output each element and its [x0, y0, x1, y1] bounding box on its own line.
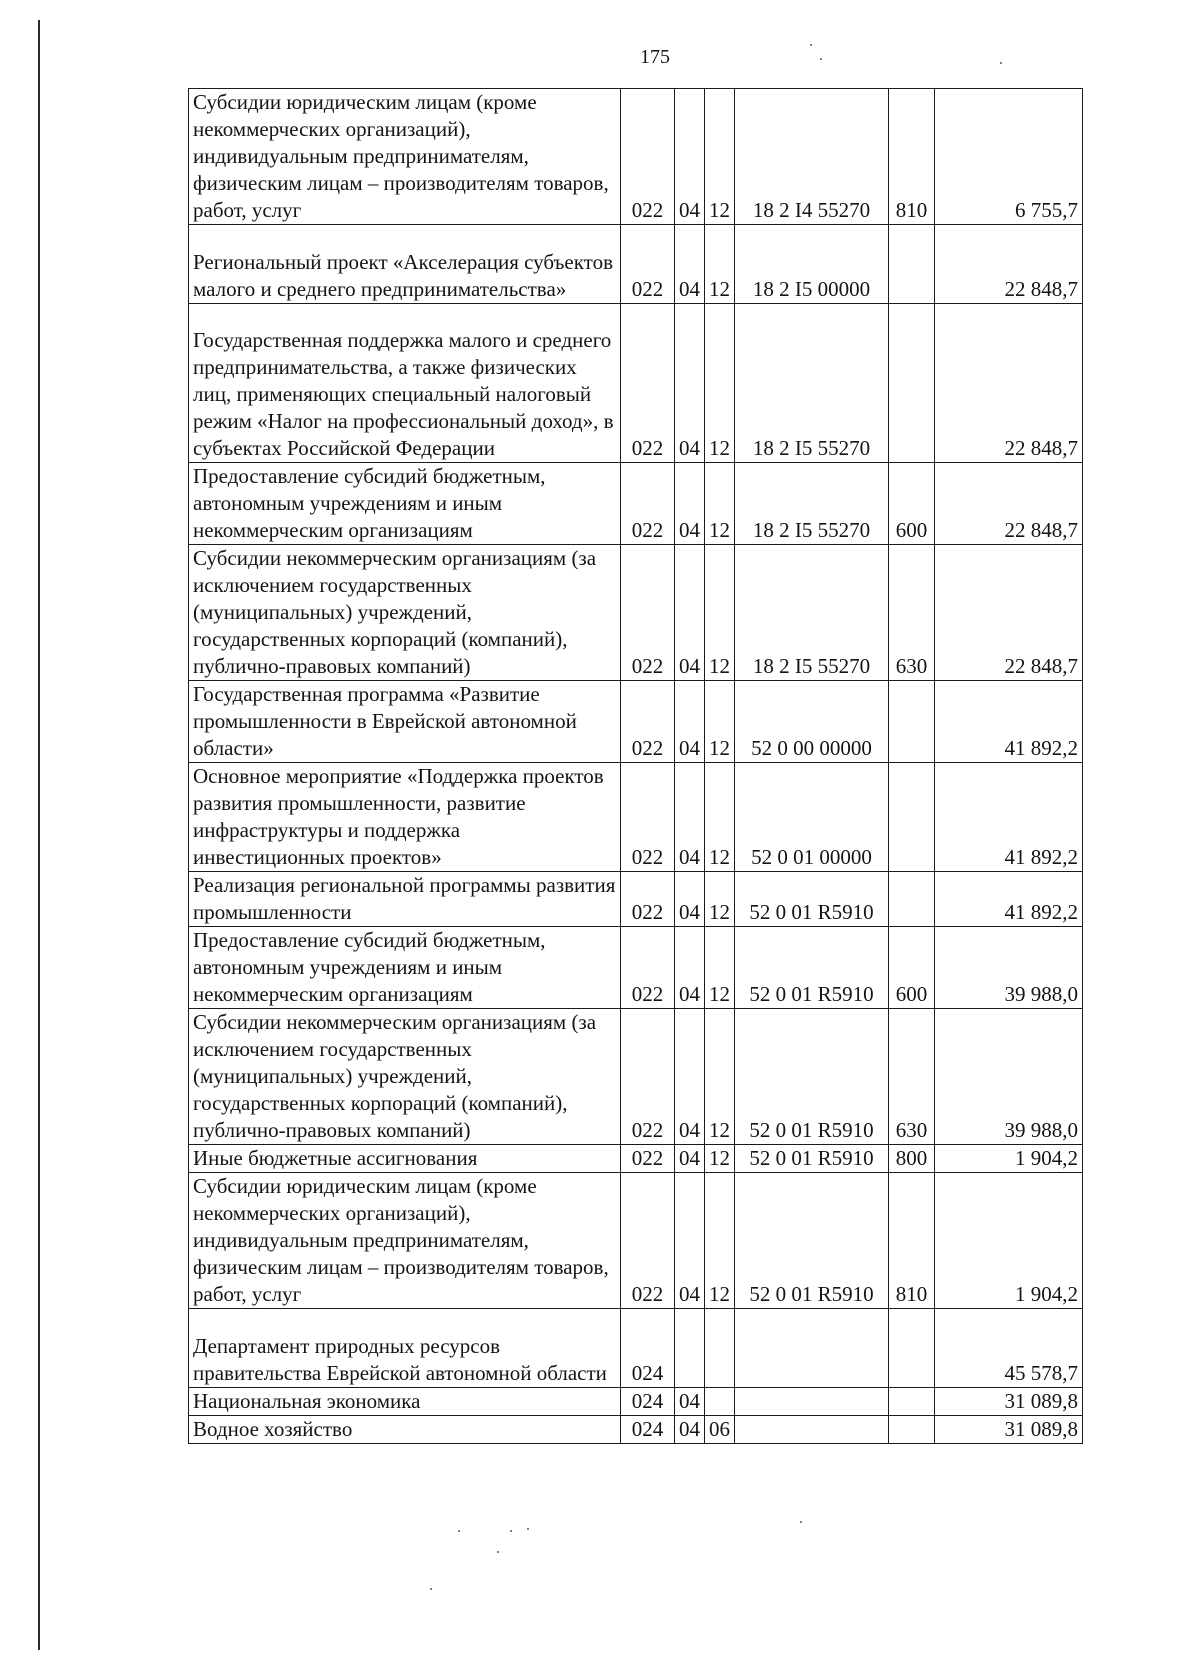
row-target-article: 52 0 01 R5910: [735, 1173, 889, 1309]
row-section-code: 04: [675, 927, 705, 1009]
row-name: Региональный проект «Акселерация субъектов малого и среднего предпринимательства»: [189, 225, 621, 304]
row-amount: 1 904,2: [935, 1173, 1083, 1309]
row-name: Субсидии некоммерческим организациям (за исключением государственных (муниципальных) учреждений, государственных корпораций (компаний), публично-правовых компаний): [189, 545, 621, 681]
row-ministry-code: 022: [621, 872, 675, 927]
row-amount: 22 848,7: [935, 225, 1083, 304]
row-subsection-code: 12: [705, 304, 735, 463]
row-target-article: 18 2 I5 55270: [735, 463, 889, 545]
row-expense-type: [889, 1416, 935, 1444]
scan-speck: [1000, 62, 1002, 64]
table-row: [189, 1388, 1083, 1416]
row-amount: 6 755,7: [935, 89, 1083, 225]
row-section-code: 04: [675, 1145, 705, 1173]
row-amount: 45 578,7: [935, 1309, 1083, 1388]
row-ministry-code: 022: [621, 89, 675, 225]
row-target-article: 18 2 I5 55270: [735, 545, 889, 681]
table-row: [189, 89, 1083, 225]
row-expense-type: [889, 1309, 935, 1388]
row-target-article: 52 0 01 R5910: [735, 1009, 889, 1145]
row-expense-type: [889, 763, 935, 872]
row-target-article: 52 0 01 R5910: [735, 927, 889, 1009]
scan-speck: [510, 1530, 512, 1532]
row-ministry-code: 024: [621, 1416, 675, 1444]
row-subsection-code: 12: [705, 681, 735, 763]
table-row: [189, 681, 1083, 763]
scan-speck: [497, 1551, 499, 1553]
row-amount: 41 892,2: [935, 763, 1083, 872]
row-target-article: 52 0 01 00000: [735, 763, 889, 872]
row-target-article: 18 2 I5 00000: [735, 225, 889, 304]
row-subsection-code: 12: [705, 463, 735, 545]
row-ministry-code: 022: [621, 927, 675, 1009]
row-ministry-code: 024: [621, 1309, 675, 1388]
row-section-code: 04: [675, 1173, 705, 1309]
row-expense-type: 800: [889, 1145, 935, 1173]
row-target-article: 18 2 I4 55270: [735, 89, 889, 225]
row-subsection-code: 12: [705, 763, 735, 872]
table-row: [189, 1145, 1083, 1173]
row-name: Реализация региональной программы развития промышленности: [189, 872, 621, 927]
row-name: Основное мероприятие «Поддержка проектов развития промышленности, развитие инфраструктуры и поддержка инвестиционных проектов»: [189, 763, 621, 872]
row-section-code: 04: [675, 681, 705, 763]
row-name: Предоставление субсидий бюджетным, автономным учреждениям и иным некоммерческим организациям: [189, 463, 621, 545]
row-expense-type: [889, 872, 935, 927]
row-ministry-code: 022: [621, 681, 675, 763]
row-section-code: 04: [675, 89, 705, 225]
row-ministry-code: 022: [621, 545, 675, 681]
row-section-code: 04: [675, 1009, 705, 1145]
row-amount: 31 089,8: [935, 1416, 1083, 1444]
budget-table-body: [189, 89, 1083, 1444]
row-ministry-code: 022: [621, 304, 675, 463]
row-amount: 31 089,8: [935, 1388, 1083, 1416]
scan-margin-line: [38, 20, 40, 1650]
row-target-article: 18 2 I5 55270: [735, 304, 889, 463]
row-subsection-code: 12: [705, 225, 735, 304]
row-expense-type: 630: [889, 545, 935, 681]
row-expense-type: [889, 681, 935, 763]
row-target-article: 52 0 01 R5910: [735, 1145, 889, 1173]
row-ministry-code: 022: [621, 1173, 675, 1309]
row-expense-type: 630: [889, 1009, 935, 1145]
row-subsection-code: 12: [705, 872, 735, 927]
row-ministry-code: 022: [621, 1009, 675, 1145]
row-section-code: [675, 1309, 705, 1388]
row-name: Государственная поддержка малого и среднего предпринимательства, а также физических лиц, применяющих специальный налоговый режим «Налог на профессиональный доход», в субъектах Российской Федерации: [189, 304, 621, 463]
row-subsection-code: 12: [705, 1009, 735, 1145]
table-row: [189, 1173, 1083, 1309]
row-name: Предоставление субсидий бюджетным, автономным учреждениям и иным некоммерческим организациям: [189, 927, 621, 1009]
row-target-article: [735, 1388, 889, 1416]
row-expense-type: 810: [889, 1173, 935, 1309]
row-section-code: 04: [675, 1416, 705, 1444]
row-subsection-code: 12: [705, 1145, 735, 1173]
table-row: [189, 1309, 1083, 1388]
scan-speck: [458, 1530, 460, 1532]
row-subsection-code: 12: [705, 545, 735, 681]
row-name: Государственная программа «Развитие промышленности в Еврейской автономной области»: [189, 681, 621, 763]
scan-speck: [527, 1528, 529, 1530]
row-section-code: 04: [675, 872, 705, 927]
row-ministry-code: 022: [621, 1145, 675, 1173]
table-row: [189, 927, 1083, 1009]
row-expense-type: [889, 1388, 935, 1416]
row-section-code: 04: [675, 304, 705, 463]
row-ministry-code: 022: [621, 225, 675, 304]
row-name: Иные бюджетные ассигнования: [189, 1145, 621, 1173]
row-expense-type: [889, 304, 935, 463]
row-section-code: 04: [675, 763, 705, 872]
row-section-code: 04: [675, 463, 705, 545]
row-subsection-code: 12: [705, 89, 735, 225]
row-expense-type: 600: [889, 927, 935, 1009]
row-amount: 41 892,2: [935, 872, 1083, 927]
row-amount: 22 848,7: [935, 463, 1083, 545]
page-number: 175: [640, 46, 670, 68]
table-row: [189, 872, 1083, 927]
row-expense-type: 810: [889, 89, 935, 225]
table-row: [189, 545, 1083, 681]
row-target-article: [735, 1309, 889, 1388]
table-row: [189, 304, 1083, 463]
row-subsection-code: 12: [705, 927, 735, 1009]
row-subsection-code: 06: [705, 1416, 735, 1444]
table-row: [189, 225, 1083, 304]
row-subsection-code: [705, 1388, 735, 1416]
row-amount: 1 904,2: [935, 1145, 1083, 1173]
scan-speck: [800, 1521, 802, 1523]
scan-speck: [430, 1588, 432, 1590]
row-section-code: 04: [675, 545, 705, 681]
row-name: Субсидии юридическим лицам (кроме некоммерческих организаций), индивидуальным предпринимателям, физическим лицам – производителям товаров, работ, услуг: [189, 89, 621, 225]
scan-speck: [820, 58, 822, 60]
row-name: Национальная экономика: [189, 1388, 621, 1416]
row-ministry-code: 022: [621, 463, 675, 545]
row-expense-type: 600: [889, 463, 935, 545]
row-ministry-code: 024: [621, 1388, 675, 1416]
row-target-article: 52 0 01 R5910: [735, 872, 889, 927]
table-row: [189, 1416, 1083, 1444]
row-section-code: 04: [675, 1388, 705, 1416]
row-amount: 41 892,2: [935, 681, 1083, 763]
row-amount: 39 988,0: [935, 927, 1083, 1009]
scan-speck: [810, 44, 812, 46]
row-name: Субсидии некоммерческим организациям (за исключением государственных (муниципальных) учреждений, государственных корпораций (компаний), публично-правовых компаний): [189, 1009, 621, 1145]
row-subsection-code: 12: [705, 1173, 735, 1309]
row-ministry-code: 022: [621, 763, 675, 872]
row-name: Субсидии юридическим лицам (кроме некоммерческих организаций), индивидуальным предпринимателям, физическим лицам – производителям товаров, работ, услуг: [189, 1173, 621, 1309]
row-subsection-code: [705, 1309, 735, 1388]
budget-table: [188, 88, 1083, 1444]
row-name: Департамент природных ресурсов правительства Еврейской автономной области: [189, 1309, 621, 1388]
row-target-article: [735, 1416, 889, 1444]
table-row: [189, 463, 1083, 545]
table-row: [189, 1009, 1083, 1145]
row-section-code: 04: [675, 225, 705, 304]
row-expense-type: [889, 225, 935, 304]
row-amount: 22 848,7: [935, 545, 1083, 681]
row-name: Водное хозяйство: [189, 1416, 621, 1444]
row-target-article: 52 0 00 00000: [735, 681, 889, 763]
table-row: [189, 763, 1083, 872]
row-amount: 22 848,7: [935, 304, 1083, 463]
row-amount: 39 988,0: [935, 1009, 1083, 1145]
